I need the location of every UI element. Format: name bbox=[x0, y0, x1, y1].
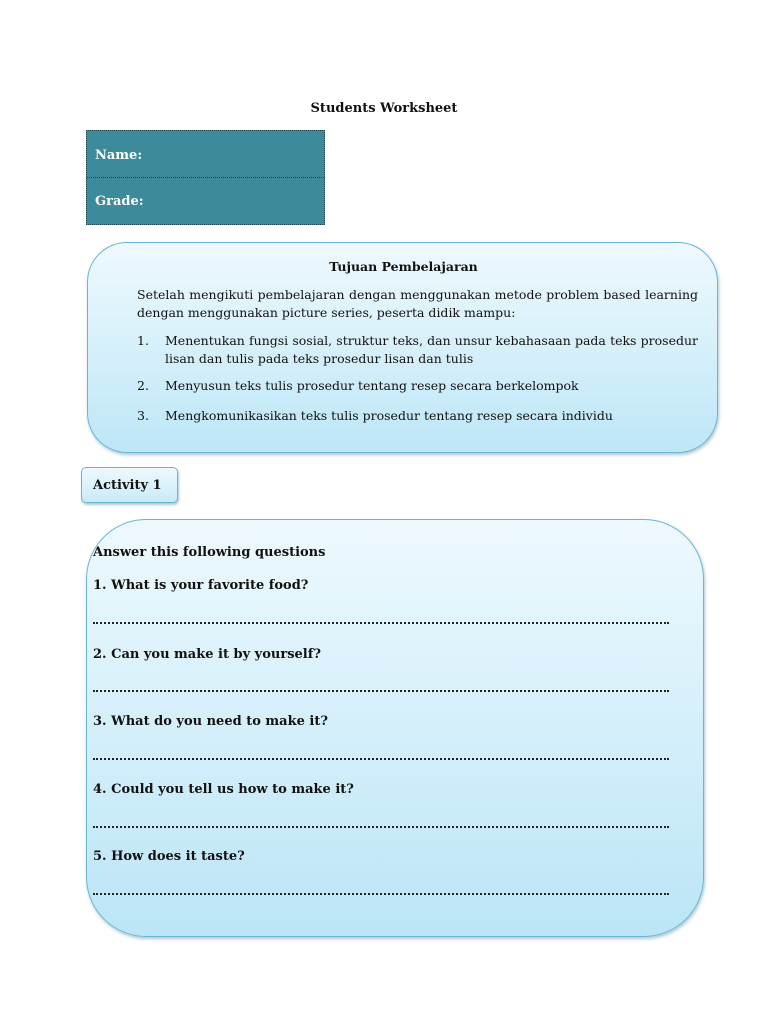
objective-number: 3. bbox=[137, 408, 149, 423]
objective-item bbox=[137, 332, 698, 368]
activity-label: Activity 1 bbox=[81, 467, 178, 503]
question-2: 2. Can you make it by yourself? bbox=[93, 647, 321, 662]
objectives-intro: Setelah mengikuti pembelajaran dengan menggunakan metode problem based learning dengan menggunakan picture series, peserta didik mampu: bbox=[137, 287, 698, 320]
worksheet-title: Students Worksheet bbox=[310, 101, 458, 116]
objective-number: 1. bbox=[137, 333, 149, 348]
objectives-heading: Tujuan Pembelajaran bbox=[329, 259, 478, 274]
answer-line-5[interactable] bbox=[93, 893, 669, 895]
activity-instruction: Answer this following questions bbox=[93, 545, 326, 560]
objective-text: Menyusun teks tulis prosedur tentang resep secara berkelompok bbox=[165, 378, 579, 393]
grade-field[interactable]: Grade: bbox=[87, 177, 324, 223]
question-4: 4. Could you tell us how to make it? bbox=[93, 782, 354, 797]
question-5: 5. How does it taste? bbox=[93, 849, 245, 864]
objective-text: Mengkomunikasikan teks tulis prosedur tentang resep secara individu bbox=[165, 408, 613, 423]
student-info-box bbox=[86, 130, 325, 225]
objective-item bbox=[137, 407, 698, 425]
name-field[interactable]: Name: bbox=[95, 148, 143, 163]
answer-line-3[interactable] bbox=[93, 758, 669, 760]
question-3: 3. What do you need to make it? bbox=[93, 714, 328, 729]
objective-item bbox=[137, 377, 698, 395]
answer-line-1[interactable] bbox=[93, 622, 669, 624]
question-1: 1. What is your favorite food? bbox=[93, 578, 309, 593]
objective-text: Menentukan fungsi sosial, struktur teks, dan unsur kebahasaan pada teks prosedur lisan dan tulis pada teks prosedur lisan dan tulis bbox=[165, 333, 698, 366]
objective-number: 2. bbox=[137, 378, 149, 393]
learning-objectives-box bbox=[87, 242, 718, 453]
answer-line-4[interactable] bbox=[93, 826, 669, 828]
answer-line-2[interactable] bbox=[93, 690, 669, 692]
